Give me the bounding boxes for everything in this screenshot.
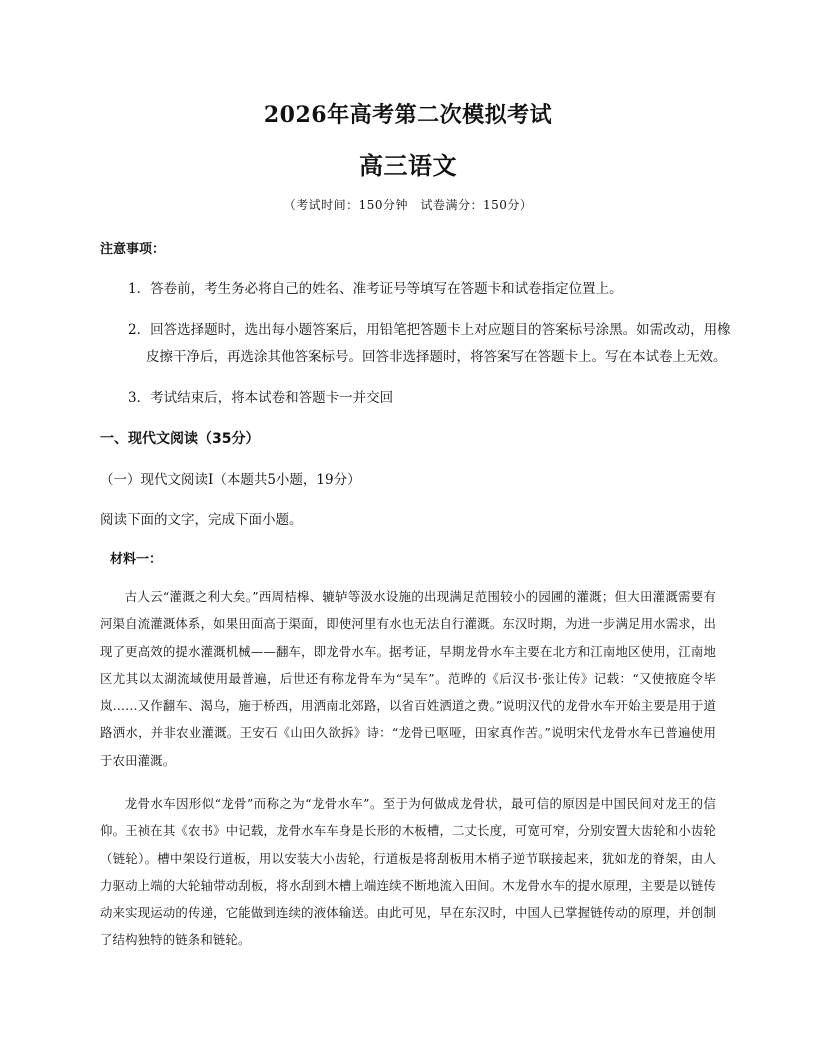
reading-instruction: 阅读下面的文字，完成下面小题。 [100, 512, 303, 528]
subject-title: 高三语文 [359, 151, 457, 180]
sub-section-heading: （一）现代文阅读Ⅰ（本题共5小题，19分） [100, 472, 361, 488]
exam-title: 2026年高考第二次模拟考试 [263, 102, 553, 128]
notice-item-2-line-2: 皮擦干净后，再选涂其他答案标号。回答非选择题时，将答案写在答题卡上。写在本试卷上无效。 [146, 349, 727, 365]
notice-label: 注意事项： [100, 242, 166, 257]
material-label: 材料一： [110, 552, 163, 567]
notice-item-3: 3．考试结束后，将本试卷和答题卡一并交回 [128, 390, 394, 406]
notice-item-2-line-1: 2．回答选择题时，选出每小题答案后，用铅笔把答题卡上对应题目的答案标号涂黑。如需改动，用橡 [128, 322, 731, 338]
passage-paragraph-1: 古人云“灌溉之利大矣。”西周桔槔、辘轳等汲水设施的出现满足范围较小的园圃的灌溉；但大田灌溉需要有河渠自流灌溉体系，如果田面高于渠面，即使河里有水也无法自行灌溉。东汉时期，为进一步满足用水需求，出现了更高效的提水灌溉机械——翻车，即龙骨水车。据考证，早期龙骨水车主要在北方和江南地区使用，江南地区尤其以太湖流域使用最普遍，后世还有称龙骨车为“吴车”。范晔的《后汉书·张让传》记载：“又使掖庭令毕岚……又作翻车、渴乌，施于桥西，用洒南北郊路，以省百姓洒道之费。”说明汉代的龙骨水车开始主要是用于道路洒水，并非农业灌溉。王安石《山田久欲拆》诗：“龙骨已呕哑，田家真作苦。”说明宋代龙骨水车已普遍使用于农田灌溉。 [100, 589, 716, 768]
notice-item-1: 1．答卷前，考生务必将自己的姓名、准考证号等填写在答题卡和试卷指定位置上。 [128, 281, 623, 297]
exam-info: （考试时间：150分钟 试卷满分：150分） [283, 198, 533, 212]
passage-paragraph-2: 龙骨水车因形似“龙骨”而称之为“龙骨水车”。至于为何做成龙骨状，最可信的原因是中国民间对龙王的信仰。王祯在其《农书》中记载，龙骨水车车身是长形的木板槽，二丈长度，可宽可窄，分别安置大齿轮和小齿轮（链轮）。槽中架设行道板，用以安装大小齿轮，行道板是将刮板用木梢子逆节联接起来，犹如龙的脊架，由人力驱动上端的大轮轴带动刮板，将水刮到木槽上端连续不断地流入田间。木龙骨水车的提水原理，主要是以链传动来实现运动的传递，它能做到连续的液体输送。由此可见，早在东汉时，中国人已掌握链传动的原理，并创制了结构独特的链条和链轮。 [100, 796, 716, 948]
section-heading: 一、现代文阅读（35分） [100, 431, 260, 447]
